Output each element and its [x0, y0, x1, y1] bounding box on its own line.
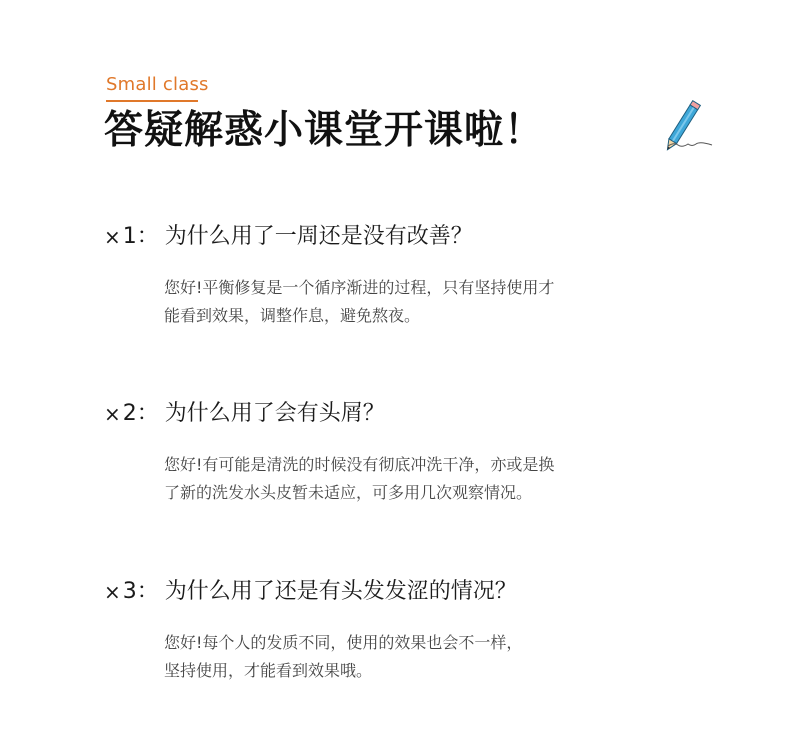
answer-line: 了新的洗发水头皮暂未适应，可多用几次观察情况。 [164, 483, 533, 502]
cross-icon: × [104, 225, 121, 249]
question-2 [104, 399, 724, 429]
qa-item-2 [104, 399, 724, 507]
question-number: 3： [122, 579, 159, 604]
cross-icon: × [104, 580, 121, 604]
question-number: 1： [122, 224, 159, 249]
answer-line: 坚持使用，才能看到效果哦。 [164, 661, 373, 680]
answer-line: 能看到效果，调整作息，避免熬夜。 [164, 306, 421, 325]
answer-line: 您好!每个人的发质不同，使用的效果也会不一样， [164, 633, 523, 652]
header-underline [106, 100, 198, 102]
question-number: 2： [122, 401, 159, 426]
answer-line: 您好!平衡修复是一个循序渐进的过程，只有坚持使用才 [164, 278, 555, 297]
answer-2 [164, 451, 654, 507]
question-1 [104, 222, 724, 252]
answer-3 [164, 629, 654, 685]
answer-1 [164, 274, 654, 330]
pencil-icon [660, 98, 716, 152]
answer-line: 您好!有可能是清洗的时候没有彻底冲洗干净，亦或是换 [164, 455, 555, 474]
qa-item-3 [104, 577, 724, 685]
header-tag: Small class [106, 74, 209, 95]
page-title: 答疑解惑小课堂开课啦！ [104, 108, 545, 153]
question-text: 为什么用了还是有头发发涩的情况？ [164, 579, 517, 604]
qa-item-1 [104, 222, 724, 330]
question-text: 为什么用了一周还是没有改善？ [164, 224, 473, 249]
question-3 [104, 577, 724, 607]
cross-icon: × [104, 402, 121, 426]
question-text: 为什么用了会有头屑？ [164, 401, 385, 426]
